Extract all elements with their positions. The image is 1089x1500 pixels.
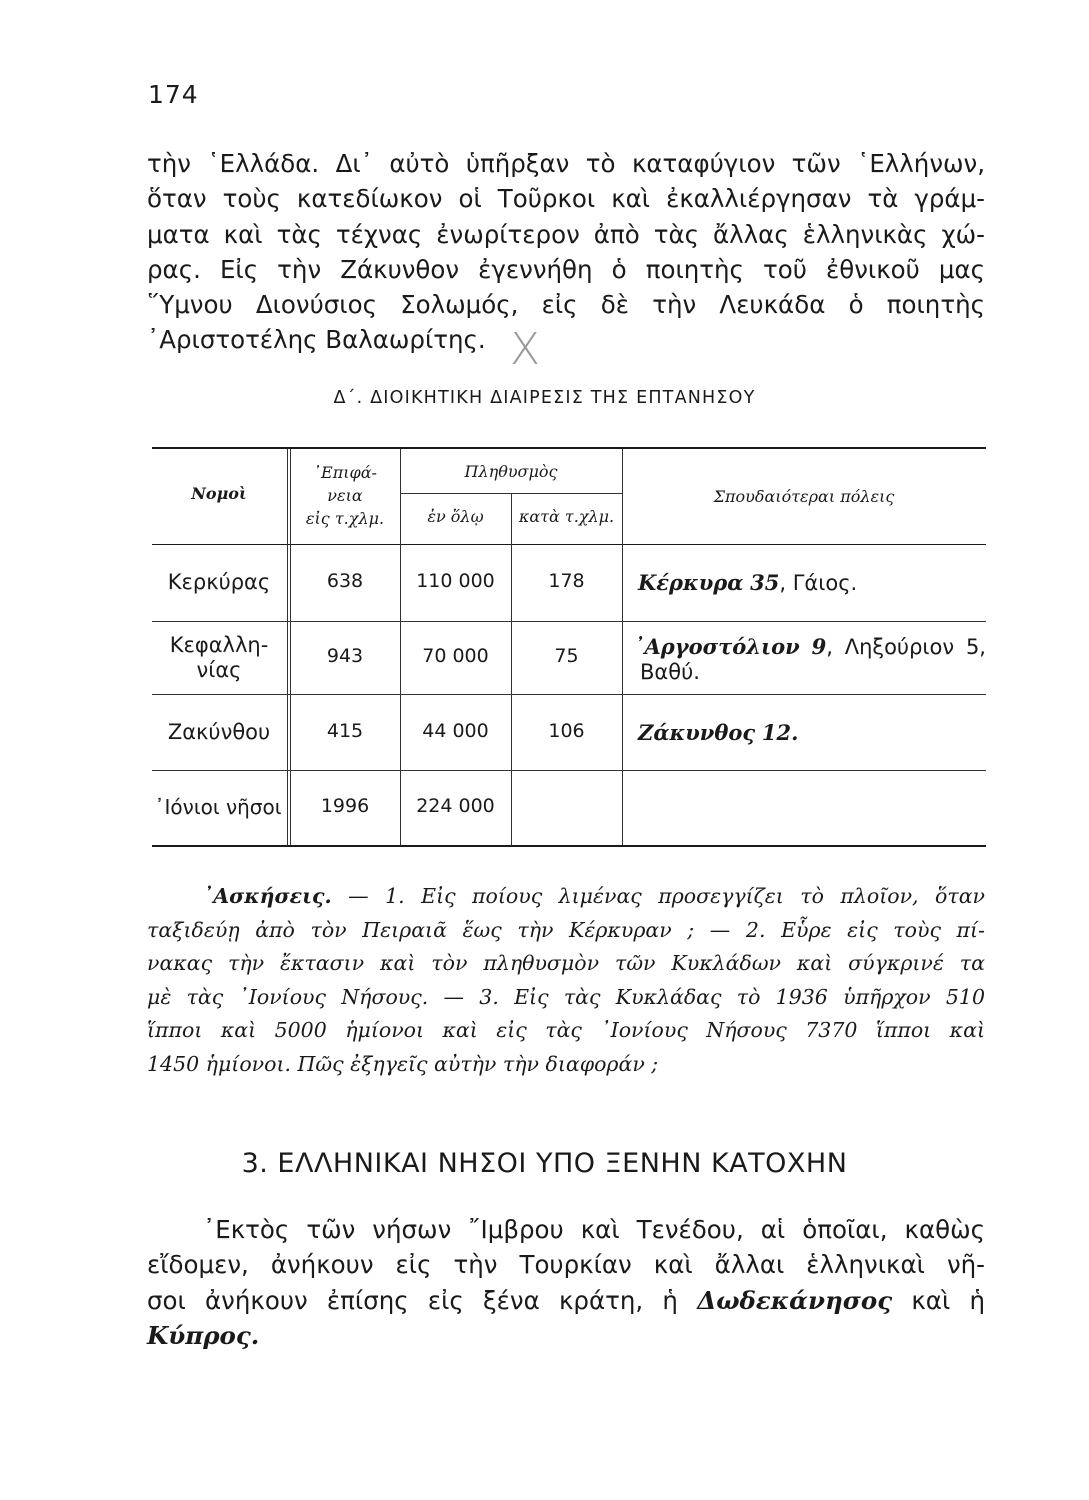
text-line: ᾽Εκτὸς τῶν νήσων ῎Ιμβρου καὶ Τενέδου, αἱ ὁποῖαι, καθὼς xyxy=(203,1215,985,1244)
emphasized-term: Κύπρος. xyxy=(147,1320,260,1350)
exercises-label: ᾽Ασκήσεις. xyxy=(203,884,332,908)
text-line: τὴν ῾Ελλάδα. Δι᾽ αὐτὸ ὑπῆρξαν τὸ καταφύγιον τῶν ῾Ελλήνων, xyxy=(147,149,985,178)
table-cell-area: 1996 xyxy=(320,795,370,817)
table-cell-population: 110 000 xyxy=(416,570,495,592)
table-top-rule xyxy=(152,447,986,449)
city-separator: , xyxy=(779,571,793,595)
table-cell-nomos: νίας xyxy=(196,658,242,682)
city-name: Ληξούριον 5, xyxy=(844,635,986,659)
exercises xyxy=(147,880,985,1081)
table-cell-density: 75 xyxy=(554,645,579,667)
text-line: σοι ἀνήκουν ἐπίσης εἰς ξένα κράτη, ἡ xyxy=(147,1285,678,1315)
table-row-rule xyxy=(152,770,986,771)
text-line: ρας. Εἰς τὴν Ζάκυνθον ἐγεννήθη ὁ ποιητὴς τοῦ ἐθνικοῦ μας xyxy=(147,254,985,284)
header-cities: Σπουδαιότεραι πόλεις xyxy=(713,487,895,506)
table-bottom-rule xyxy=(152,845,986,847)
city-name: Ζάκυνθος xyxy=(638,720,756,745)
table-row-rule xyxy=(152,621,986,622)
city-name: ᾽Αργοστόλιον xyxy=(634,634,800,659)
page-number: 174 xyxy=(148,80,199,109)
text-line: ὅταν τοὺς κατεδίωκον οἱ Τοῦρκοι καὶ ἐκαλλιέργησαν τὰ γράμ- xyxy=(147,184,985,214)
table-cell-nomos: ᾽Ιόνιοι νῆσοι xyxy=(154,795,282,819)
table-cell-cities xyxy=(638,570,857,595)
table-cell-population: 224 000 xyxy=(416,795,495,817)
header-area: νεια xyxy=(327,486,363,505)
header-population-density: κατὰ τ.χλμ. xyxy=(518,507,615,526)
city-name: Βαθύ. xyxy=(640,660,700,684)
table-cell-cities xyxy=(634,634,986,685)
text-line: καὶ ἡ xyxy=(911,1285,985,1315)
text-line: μὲ τὰς ᾽Ιονίους Νήσους. — 3. Εἰς τὰς Κυκλάδας τὸ 1936 ὑπῆρχον 510 xyxy=(147,984,985,1009)
section-heading: Δ΄. ΔΙΟΙΚΗΤΙΚΗ ΔΙΑΙΡΕΣΙΣ ΤΗΣ ΕΠΤΑΝΗΣΟΥ xyxy=(333,388,756,408)
column-rule xyxy=(622,449,623,845)
table-cell-area: 638 xyxy=(326,570,364,592)
table-cell-area: 415 xyxy=(326,720,364,742)
chapter-title: 3. ΕΛΛΗΝΙΚΑΙ ΝΗΣΟΙ ΥΠΟ ΞΕΝΗΝ ΚΑΤΟΧΗΝ xyxy=(241,1148,848,1179)
header-area: εἰς τ.χλμ. xyxy=(305,509,385,528)
city-name: Γάιος. xyxy=(792,571,858,595)
text-line: 1450 ἡμίονοι. Πῶς ἐξηγεῖς αὐτὴν τὴν διαφοράν ; xyxy=(147,1051,659,1076)
text-line: ᾽Αριστοτέλης Βαλαωρίτης. xyxy=(147,325,486,355)
table-cell-density: 178 xyxy=(548,570,585,592)
header-area: ᾽Επιφά- xyxy=(313,463,377,482)
table-cell-area: 943 xyxy=(326,645,364,667)
table-cell-density: 106 xyxy=(548,720,585,742)
emphasized-term: Δωδεκάνησος xyxy=(697,1285,893,1315)
text-line: ῞Υμνου Διονύσιος Σολωμός, εἰς δὲ τὴν Λευκάδα ὁ ποιητὴς xyxy=(147,290,985,320)
intro-paragraph xyxy=(147,146,985,358)
pencil-mark: X xyxy=(510,324,541,375)
table-cell-nomos: Κερκύρας xyxy=(167,570,271,594)
city-separator: , xyxy=(826,635,845,659)
text-line: ματα καὶ τὰς τέχνας ἐνωρίτερον ἀπὸ τὰς ἄλλας ἑλληνικὰς χώ- xyxy=(147,219,985,249)
text-line: ἵπποι καὶ 5000 ἡμίονοι καὶ εἰς τὰς ᾽Ιονίους Νήσους 7370 ἵπποι καὶ xyxy=(147,1018,985,1042)
city-separator xyxy=(755,721,762,745)
header-population-total: ἐν ὅλῳ xyxy=(427,507,484,526)
city-name: Κέρκυρα xyxy=(638,570,744,595)
header-nomoi: Νομοὶ xyxy=(191,484,247,503)
column-rule xyxy=(287,449,288,845)
header-population: Πληθυσμὸς xyxy=(464,462,558,481)
table-cell-nomos: Ζακύνθου xyxy=(167,720,271,744)
text-line: εἴδομεν, ἀνήκουν εἰς τὴν Τουρκίαν καὶ ἄλλαι ἑλληνικαὶ νῆ- xyxy=(147,1250,985,1280)
table-header-rule xyxy=(152,544,986,545)
text-line: ταξιδεύῃ ἀπὸ τὸν Πειραιᾶ ἕως τὴν Κέρκυραν ; — 2. Εὗρε εἰς τοὺς πί- xyxy=(147,917,985,942)
column-rule xyxy=(511,493,512,845)
table-row-rule xyxy=(152,694,986,695)
text-line: νακας τὴν ἔκτασιν καὶ τὸν πληθυσμὸν τῶν Κυκλάδων καὶ σύγκρινέ τα xyxy=(147,951,985,975)
text-line: — 1. Εἰς ποίους λιμένας προσεγγίζει τὸ πλοῖον, ὅταν xyxy=(348,884,985,908)
city-number: 35 xyxy=(750,570,780,595)
table-cell-nomos: Κεφαλλη- xyxy=(169,633,269,657)
table-cell-population: 70 000 xyxy=(422,645,489,667)
table-cell-population: 44 000 xyxy=(422,720,489,742)
city-number: 9 xyxy=(811,634,827,659)
table-cell-cities xyxy=(638,720,798,745)
closing-paragraph xyxy=(147,1212,985,1353)
city-number: 12. xyxy=(761,720,799,745)
